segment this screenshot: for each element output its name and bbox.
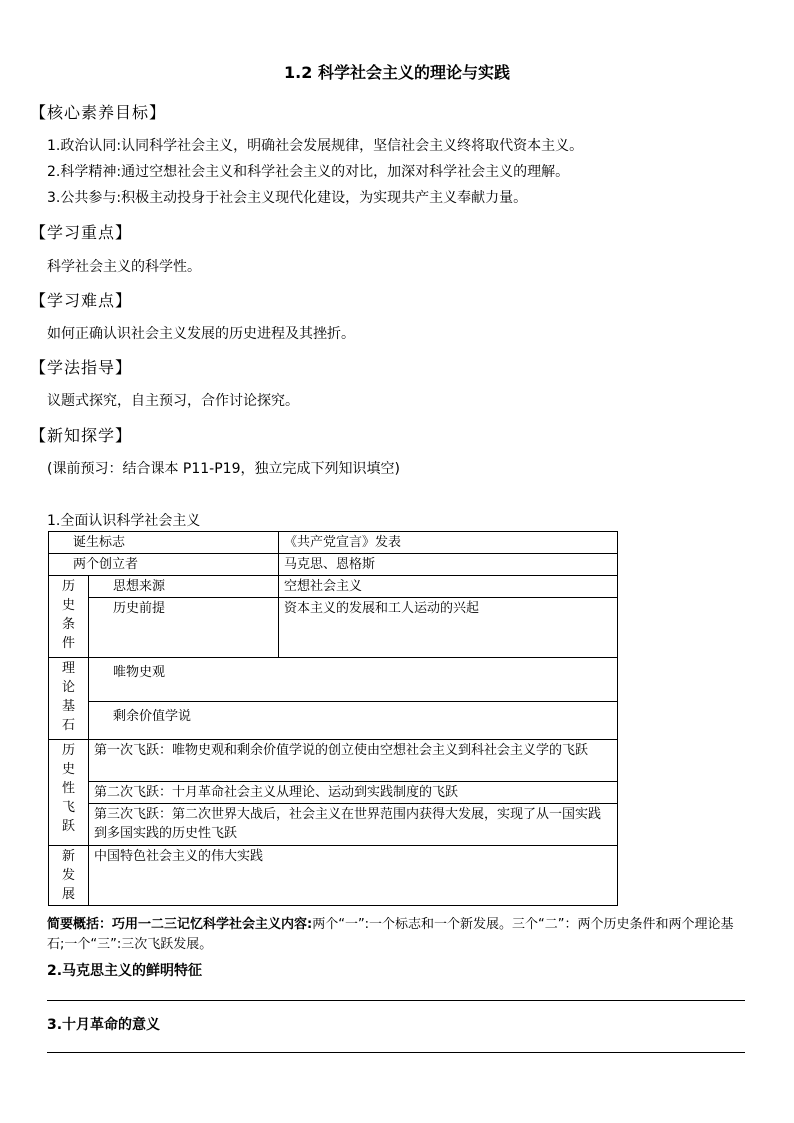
table-row	[49, 554, 618, 576]
cell-history-premise-value: 资本主义的发展和工人运动的兴起	[279, 598, 618, 658]
cell-historical-materialism: 唯物史观	[89, 658, 618, 702]
cell-thought-source-value: 空想社会主义	[279, 576, 618, 598]
table-title: 1.全面认识科学社会主义	[47, 513, 201, 529]
page-title: 1.2 科学社会主义的理论与实践	[284, 63, 510, 82]
cell-surplus-value: 剩余价值学说	[89, 702, 618, 740]
key-heading: 【学习重点】	[30, 223, 133, 242]
question-3: 3.十月革命的意义	[47, 1017, 161, 1033]
table-row	[49, 658, 618, 702]
table-row	[49, 532, 618, 554]
question-2: 2.马克思主义的鲜明特征	[47, 963, 203, 979]
newknow-text: (课前预习：结合课本 P11-P19，独立完成下列知识填空)	[47, 461, 400, 477]
table-row	[49, 598, 618, 658]
method-heading: 【学法指导】	[30, 358, 133, 377]
table-row	[49, 804, 618, 846]
cell-birth-label: 诞生标志	[49, 532, 279, 554]
cell-founders-value: 马克思、恩格斯	[279, 554, 618, 576]
table-row	[49, 702, 618, 740]
method-text: 议题式探究，自主预习，合作讨论探究。	[47, 393, 299, 409]
table-row	[49, 740, 618, 782]
group-theory-cornerstone: 理 论 基 石	[49, 658, 89, 740]
knowledge-table	[48, 531, 618, 906]
cell-new-development: 中国特色社会主义的伟大实践	[89, 846, 618, 906]
goal-item: 2.科学精神:通过空想社会主义和科学社会主义的对比，加深对科学社会主义的理解。	[47, 164, 570, 180]
difficulty-text: 如何正确认识社会主义发展的历史进程及其挫折。	[47, 326, 355, 342]
newknow-heading: 【新知探学】	[30, 426, 133, 445]
cell-third-leap: 第三次飞跃：第二次世界大战后，社会主义在世界范围内获得大发展，实现了从一国实践到多国实践的历史性飞跃	[89, 804, 618, 846]
summary-body: 两个“一”:一个标志和一个新发展。三个“二”：两个历史条件和两个理论基石;一个“三”:三次飞跃发展。	[47, 917, 734, 952]
group-historic-leap: 历 史 性 飞 跃	[49, 740, 89, 846]
answer-line[interactable]	[47, 1000, 745, 1001]
goal-item: 1.政治认同:认同科学社会主义，明确社会发展规律，坚信社会主义终将取代资本主义。	[47, 138, 584, 154]
group-history-conditions: 历 史 条 件	[49, 576, 89, 658]
table-row	[49, 846, 618, 906]
cell-founders-label: 两个创立者	[49, 554, 279, 576]
difficulty-heading: 【学习难点】	[30, 291, 133, 310]
summary-text	[47, 915, 747, 955]
summary-bold: 简要概括：巧用一二三记忆科学社会主义内容:	[47, 917, 313, 932]
goals-heading: 【核心素养目标】	[30, 103, 167, 122]
key-text: 科学社会主义的科学性。	[47, 259, 201, 275]
table-row	[49, 576, 618, 598]
answer-line[interactable]	[47, 1052, 745, 1053]
cell-thought-source-label: 思想来源	[89, 576, 279, 598]
goal-item: 3.公共参与:积极主动投身于社会主义现代化建设，为实现共产主义奉献力量。	[47, 190, 528, 206]
cell-birth-value: 《共产党宣言》发表	[279, 532, 618, 554]
group-new-development: 新 发 展	[49, 846, 89, 906]
cell-second-leap: 第二次飞跃：十月革命社会主义从理论、运动到实践制度的飞跃	[89, 782, 618, 804]
cell-history-premise-label: 历史前提	[89, 598, 279, 658]
cell-first-leap: 第一次飞跃：唯物史观和剩余价值学说的创立使由空想社会主义到科社会主义学的飞跃	[89, 740, 618, 782]
table-row	[49, 782, 618, 804]
